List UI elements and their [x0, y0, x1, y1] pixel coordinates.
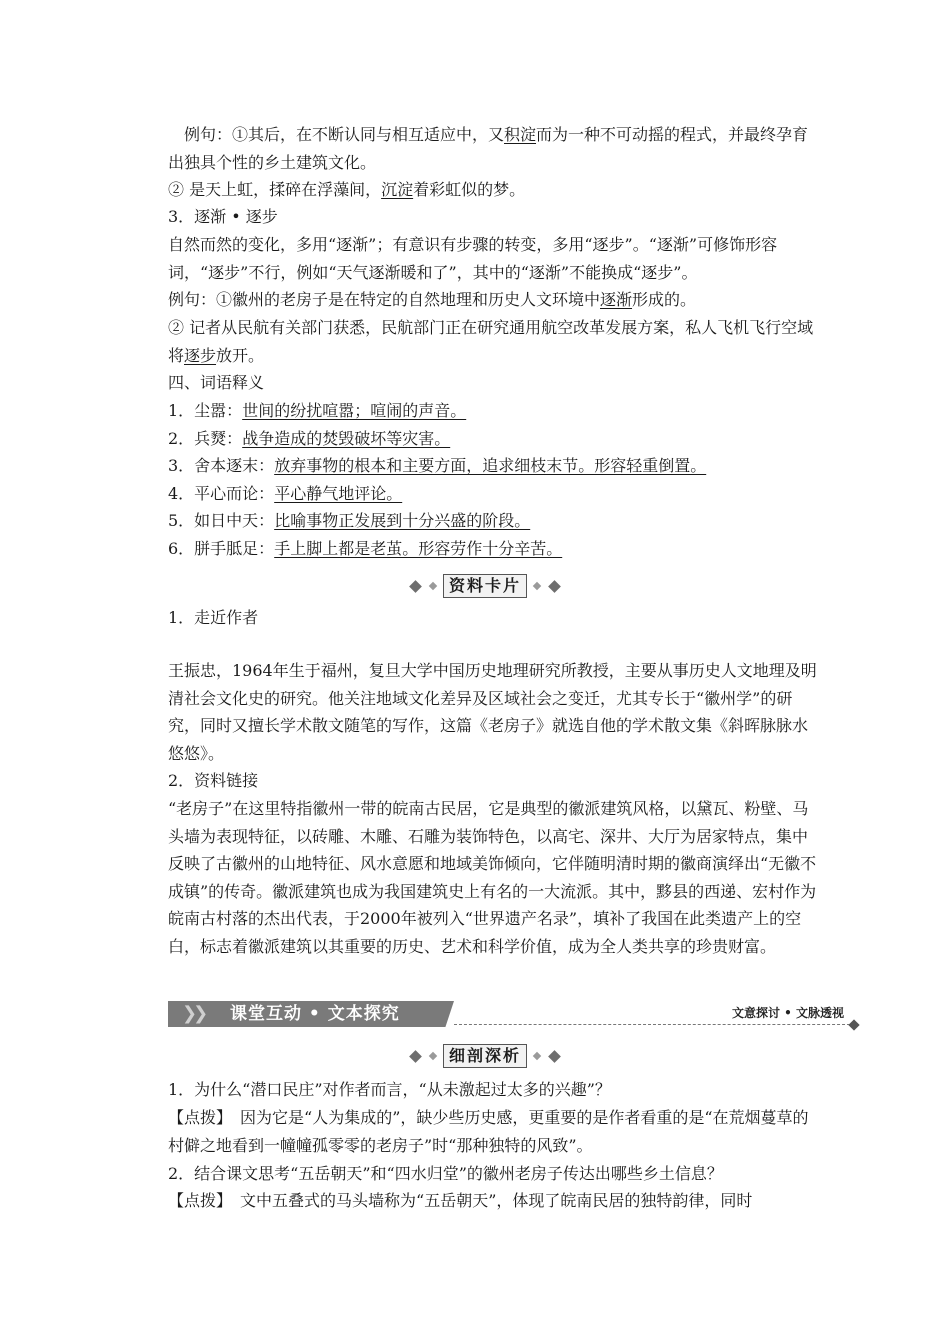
glossary-item: 6．胼手胝足：手上脚上都是老茧。形容劳作十分辛苦。: [168, 539, 563, 558]
diamond-icon: [533, 582, 541, 590]
author-paragraph: 王振忠，1964年生于福州，复旦大学中国历史地理研究所教授，主要从事历史人文地理及明清社会文化史的研究。他关注地域文化差异及区域社会之变迁，尤其专长于“徽州学”的研究，同时又擅长学术散文随笔的写作，这篇《老房子》就选自他的学术散文集《斜晖脉脉水悠悠》。: [168, 661, 817, 763]
glossary-item: 4．平心而论：平心静气地评论。: [168, 484, 403, 503]
diamond-icon: [429, 582, 437, 590]
glossary-heading: 四、词语释义: [168, 373, 265, 392]
banner-divider: [454, 1024, 850, 1025]
glossary-item: 5．如日中天：比喻事物正发展到十分兴盛的阶段。: [168, 511, 531, 530]
example-sentence-1: 例句：①其后，在不断认同与相互适应中，又积淀而为一种不可动摇的程式，并最终孕育出独具个性的乡土建筑文化。: [168, 125, 809, 172]
subheading-author: 1．走近作者: [168, 608, 259, 627]
banner-title: 课堂互动 • 文本探究: [230, 1004, 400, 1024]
example-sentence-2: ② 是天上虹，揉碎在浮藻间，沉淀着彩虹似的梦。: [168, 180, 526, 199]
diamond-icon: [409, 1050, 422, 1063]
example-sentence-4: ② 记者从民航有关部门获悉，民航部门正在研究通用航空改革发展方案，私人飞机飞行空域将逐步放开。: [168, 318, 814, 365]
usage-explanation: 自然而然的变化，多用“逐渐”；有意识有步骤的转变，多用“逐步”。“逐渐”可修饰形容词，“逐步”不行，例如“天气逐渐暖和了”，其中的“逐渐”不能换成“逐步”。: [168, 235, 778, 282]
diamond-icon: [429, 1052, 437, 1060]
section-heading-analysis: [395, 1043, 575, 1069]
section-title: 资料卡片: [443, 574, 527, 598]
question-1: 1．为什么“潜口民庄”对作者而言，“从未激起过太多的兴趣”？: [168, 1080, 611, 1099]
diamond-icon: [533, 1052, 541, 1060]
answer-2: 【点拨】 文中五叠式的马头墙称为“五岳朝天”，体现了皖南民居的独特韵律，同时: [168, 1191, 753, 1210]
glossary-item: 2．兵燹：战争造成的焚毁破坏等灾害。: [168, 429, 451, 448]
diamond-icon: [409, 580, 422, 593]
subheading-links: 2．资料链接: [168, 771, 259, 790]
glossary-item: 1．尘嚣：世间的纷扰喧嚣；喧闹的声音。: [168, 401, 467, 420]
word-pair-heading: 3．逐渐 • 逐步: [168, 207, 278, 226]
glossary-item: 3．舍本逐末：放弃事物的根本和主要方面，追求细枝末节。形容轻重倒置。: [168, 456, 707, 475]
question-2: 2．结合课文思考“五岳朝天”和“四水归堂”的徽州老房子传达出哪些乡土信息？: [168, 1164, 723, 1183]
diamond-icon: [548, 580, 561, 593]
section-banner: [168, 1001, 858, 1027]
banner-subtitle: 文意探讨 • 文脉透视: [731, 1006, 844, 1020]
links-paragraph: “老房子”在这里特指徽州一带的皖南古民居，它是典型的徽派建筑风格，以黛瓦、粉壁、马头墙为表现特征，以砖雕、木雕、石雕为装饰特色，以高宅、深井、大厅为居家特点，集中反映了古徽州的山地特征、风水意愿和地域美饰倾向，它伴随明清时期的徽商演绎出“无徽不成镇”的传奇。徽派建筑也成为我国建筑史上有名的一大流派。其中，黟县的西递、宏村作为皖南古村落的杰出代表，于2000年被列入“世界遗产名录”，填补了我国在此类遗产上的空白，标志着徽派建筑以其重要的历史、艺术和科学价值，成为全人类共享的珍贵财富。: [168, 799, 817, 956]
diamond-icon: [848, 1019, 859, 1030]
section-title: 细剖深析: [443, 1044, 527, 1068]
diamond-icon: [548, 1050, 561, 1063]
answer-1: 【点拨】 因为它是“人为集成的”，缺少些历史感，更重要的是作者看重的是“在荒烟蔓草的村僻之地看到一幢幢孤零零的老房子”时“那种独特的风致”。: [168, 1108, 809, 1155]
example-sentence-3: 例句：①徽州的老房子是在特定的自然地理和历史人文环境中逐渐形成的。: [168, 290, 697, 309]
section-heading-materials: [395, 573, 575, 599]
double-chevron-icon: ❯❯: [182, 1003, 205, 1024]
